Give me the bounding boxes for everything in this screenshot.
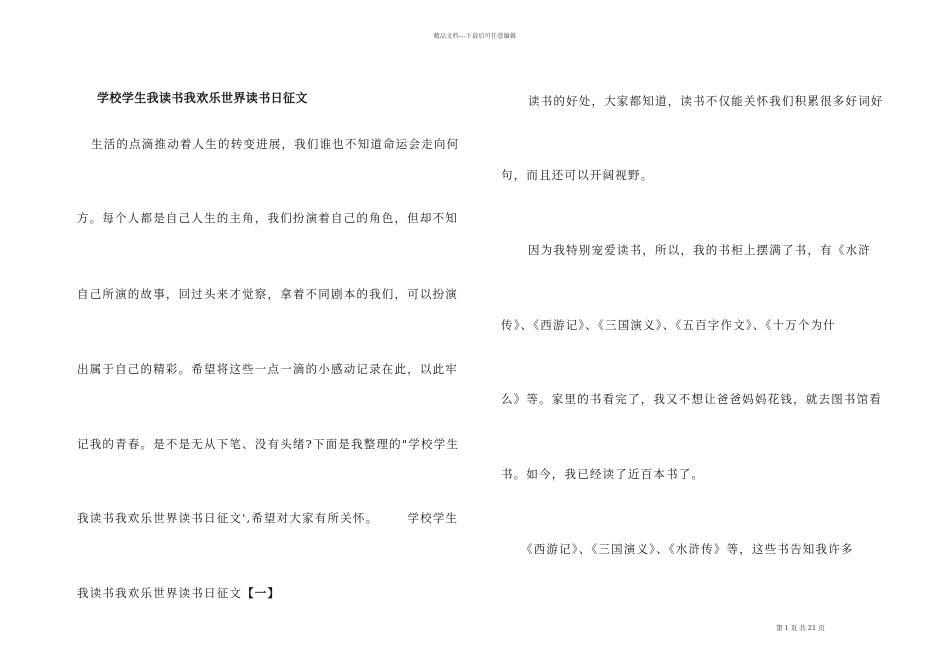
left-line-7 xyxy=(77,585,280,601)
section-marker: 【一】 xyxy=(242,586,281,600)
left-line-1: 生活的点滴推动着人生的转变进展，我们谁也不知道命运会走向何 xyxy=(91,137,460,151)
document-title: 学校学生我读书我欢乐世界读书日征文 xyxy=(97,91,308,105)
page-header: 精品文档---下载后可任意编辑 xyxy=(433,33,517,40)
left-line-7-text: 我读书我欢乐世界读书日征文 xyxy=(77,586,243,600)
right-line-5: 么》等。家里的书看完了，我又不想让爸爸妈妈花钱，就去图书馆看 xyxy=(501,392,882,406)
left-line-6: 我读书我欢乐世界读书日征文',希望对大家有所关怀。 学校学生 xyxy=(77,511,459,525)
right-line-3: 因为我特别宠爱读书，所以，我的书柜上摆满了书，有《水浒 xyxy=(528,243,871,257)
right-line-4: 传》、《西游记》、《三国演义》、《五百字作文》、《十万个为什 xyxy=(501,318,836,332)
right-line-6: 书。如今，我已经读了近百本书了。 xyxy=(501,467,705,481)
page-footer: 第 1 页 共 21 页 xyxy=(776,624,825,632)
left-line-4: 出属于自己的精彩。希望将这些一点一滴的小感动记录在此，以此牢 xyxy=(77,362,458,376)
left-line-5: 记我的青春。是不是无从下笔、没有头绪?下面是我整理的"学校学生 xyxy=(77,437,460,451)
right-line-2: 句，而且还可以开阔视野。 xyxy=(501,168,654,182)
right-line-7: 《西游记》、《三国演义》、《水浒传》等，这些书告知我许多 xyxy=(521,542,854,556)
left-line-2: 方。每个人都是自己人生的主角，我们扮演着自己的角色，但却不知 xyxy=(77,211,458,225)
right-line-1: 读书的好处，大家都知道，读书不仅能关怀我们积累很多好词好 xyxy=(528,94,884,108)
left-line-3: 自己所演的故事，回过头来才觉察，拿着不同剧本的我们，可以扮演 xyxy=(77,287,458,301)
